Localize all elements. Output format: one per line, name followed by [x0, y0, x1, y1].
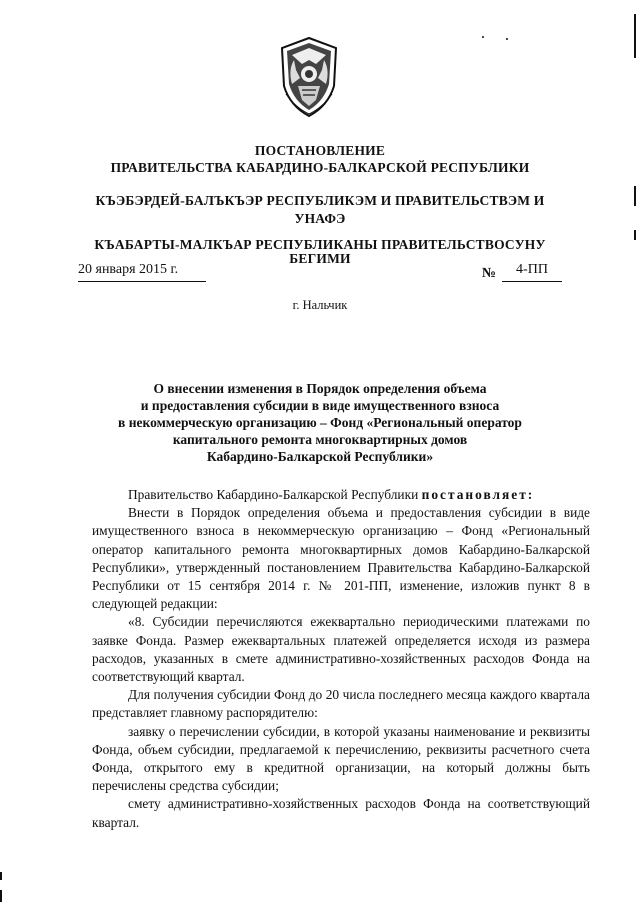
scan-dot	[506, 38, 508, 40]
title-line: О внесении изменения в Порядок определения объема	[153, 381, 487, 396]
document-number-block	[482, 262, 562, 282]
scan-edge-line	[0, 872, 2, 880]
title-line: и предоставления субсидии в виде имущественного взноса	[140, 398, 500, 413]
date-number-row	[78, 262, 562, 288]
document-number: 4-ПП	[502, 262, 562, 282]
title-line: капитального ремонта многоквартирных домов	[172, 432, 468, 447]
city: г. Нальчик	[292, 298, 348, 312]
document-type: ПОСТАНОВЛЕНИЕ	[254, 143, 386, 158]
intro-text: Правительство Кабардино-Балкарской Республики	[128, 487, 422, 502]
title-line: Кабардино-Балкарской Республики»	[206, 449, 434, 464]
issuer-russian: ПРАВИТЕЛЬСТВА КАБАРДИНО-БАЛКАРСКОЙ РЕСПУБЛИКИ	[110, 160, 530, 175]
issuer-balkar-line2: БЕГИМИ	[289, 251, 351, 266]
number-sign: №	[481, 266, 496, 281]
body-paragraph: заявку о перечислении субсидии, в которой указаны наименование и реквизиты Фонда, объем субсидии, предлагаемой к перечислению, реквизиты расчетного счета Фонда, открытого ему в кредитной организации, на который должны быть перечислены средства субсидии;	[92, 723, 590, 794]
coat-of-arms-emblem	[276, 34, 342, 120]
scan-edge-line	[634, 230, 636, 240]
document-body	[92, 486, 590, 832]
scan-edge-line	[634, 186, 636, 206]
issuer-balkar-line1: КЪАБАРТЫ-МАЛКЪАР РЕСПУБЛИКАНЫ ПРАВИТЕЛЬСТВОСУНУ	[94, 237, 546, 252]
resolution-intro	[92, 486, 590, 504]
document-date: 20 января 2015 г.	[78, 262, 206, 282]
body-paragraph: Для получения субсидии Фонд до 20 числа последнего месяца каждого квартала представляет главному распорядителю:	[92, 687, 590, 721]
intro-emphasis: постановляет:	[421, 487, 535, 502]
body-paragraph: смету административно-хозяйственных расходов Фонда на соответствующий квартал.	[92, 796, 590, 830]
issuer-kabardian-line2: УНАФЭ	[294, 211, 346, 226]
body-paragraph: «8. Субсидии перечисляются ежеквартально периодическими платежами по заявке Фонда. Размер ежеквартальных платежей определяется исходя из размера расходов, указанных в смете административно-хозяйственных расходов Фонда на соответствующий квартал.	[92, 614, 590, 685]
body-paragraph: Внести в Порядок определения объема и предоставления субсидии в виде имущественного взноса в некоммерческую организацию – Фонд «Региональный оператор капитального ремонта многоквартирных домов Кабардино-Балкарской Республики», утвержденный постановлением Правительства Кабардино-Балкарской Республики от 15 сентября 2014 г. № 201-ПП, изменение, изложив пункт 8 в следующей редакции:	[92, 505, 590, 612]
document-title	[90, 380, 550, 465]
scan-edge-line	[634, 14, 636, 58]
title-line: в некоммерческую организацию – Фонд «Региональный оператор	[118, 415, 522, 430]
issuer-kabardian-line1: КЪЭБЭРДЕЙ-БАЛЪКЪЭР РЕСПУБЛИКЭМ И ПРАВИТЕЛЬСТВЭМ И	[95, 193, 545, 208]
scan-dot	[482, 36, 484, 38]
scan-edge-line	[0, 890, 2, 902]
